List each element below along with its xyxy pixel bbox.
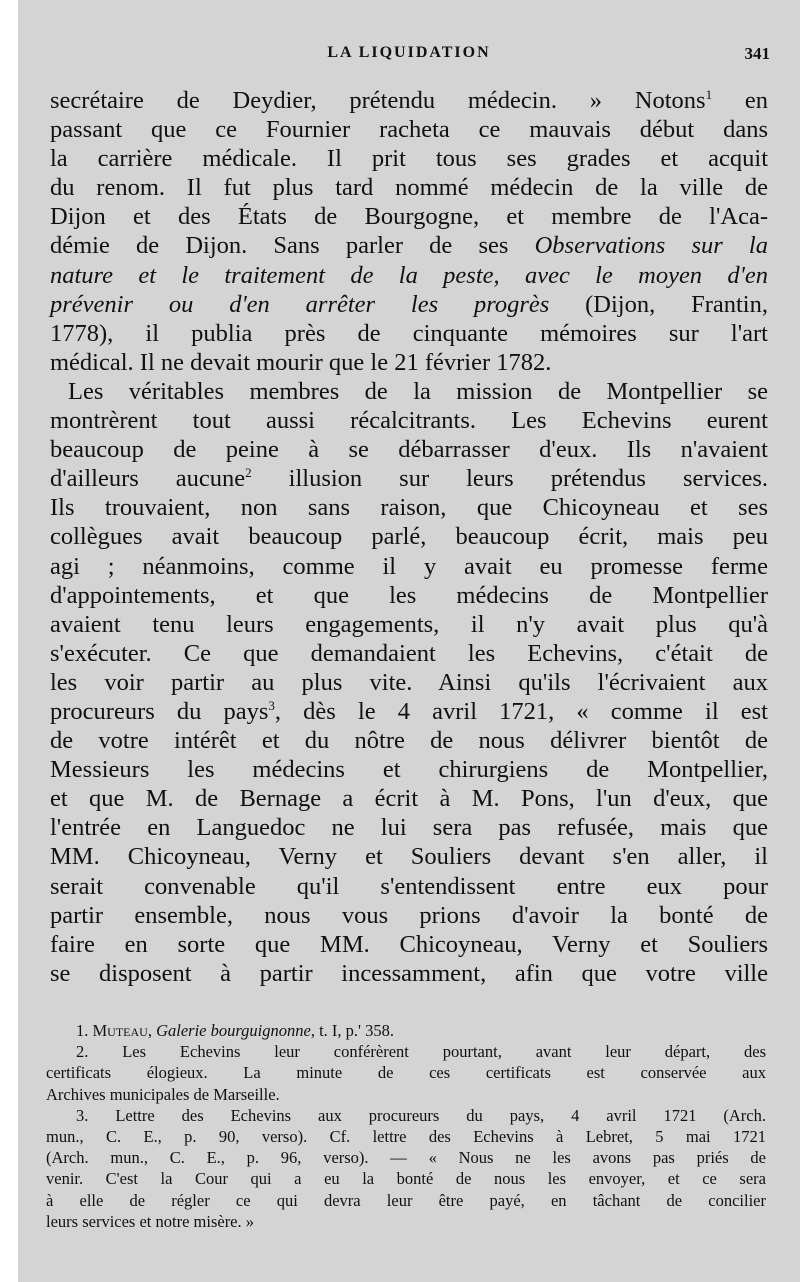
text-line: montrèrent tout aussi récalcitrants. Les Echevins eurent — [50, 407, 768, 435]
footnote-author: Muteau — [92, 1021, 148, 1040]
text-line: prévenir ou d'en arrêter les progrès (Dijon, Frantin, — [50, 290, 768, 318]
footnote-2-line: Archives municipales de Marseille. — [46, 1084, 280, 1104]
body-text — [50, 86, 768, 988]
footnote-ref: 2 — [245, 465, 252, 481]
text-line: faire en sorte que MM. Chicoyneau, Verny et Souliers — [50, 930, 768, 958]
text-line — [50, 261, 768, 290]
text-line: Dijon et des États de Bourgogne, et membre de l'Aca- — [50, 203, 768, 231]
footnote-3: 3. Lettre des Echevins aux procureurs du pays, 4 avril 1721 (Arch. — [76, 1105, 766, 1125]
text-line: Les véritables membres de la mission de Montpellier se — [68, 377, 768, 405]
text-line: s'exécuter. Ce que demandaient les Echevins, c'était de — [50, 639, 768, 667]
footnote-3-line: venir. C'est la Cour qui a eu la bonté de nous les envoyer, et ce sera — [46, 1169, 766, 1189]
book-title-italic: prévenir ou d'en arrêter les progrès — [50, 290, 550, 318]
text-line: 1778), il publia près de cinquante mémoires sur l'art — [50, 319, 768, 347]
text-line: partir ensemble, nous vous prions d'avoir la bonté de — [50, 901, 768, 929]
text-line: passant que ce Fournier racheta ce mauvais début dans — [50, 116, 768, 144]
text-line: Messieurs les médecins et chirurgiens de Montpellier, — [50, 756, 768, 784]
text-line: Ils trouvaient, non sans raison, que Chicoyneau et ses — [50, 494, 768, 522]
footnotes — [46, 1020, 766, 1232]
text-line: les voir partir au plus vite. Ainsi qu'ils l'écrivaient aux — [50, 668, 768, 696]
footnote-3-line: mun., C. E., p. 90, verso). Cf. lettre des Echevins à Lebret, 5 mai 1721 — [46, 1126, 766, 1146]
page-edge — [0, 0, 18, 1282]
text-line: démie de Dijon. Sans parler de ses Observations sur la — [50, 232, 768, 260]
page-number: 341 — [744, 44, 770, 63]
text-line: MM. Chicoyneau, Verny et Souliers devant s'en aller, il — [50, 843, 768, 871]
text-line: procureurs du pays$^3$, dès le 4 avril 1721, « comme il est — [50, 697, 768, 725]
text-line: de votre intérêt et du nôtre de nous délivrer bientôt de — [50, 727, 768, 755]
text-line: d'appointements, et que les médecins de Montpellier — [50, 581, 768, 609]
book-page — [18, 0, 800, 1282]
text-line: agi ; néanmoins, comme il y avait eu promesse ferme — [50, 552, 768, 580]
text-line: l'entrée en Languedoc ne lui sera pas refusée, mais que — [50, 814, 768, 842]
text-line: avaient tenu leurs engagements, il n'y avait plus qu'à — [50, 610, 768, 638]
footnote-work-title: Galerie bourguignonne — [156, 1021, 311, 1040]
book-title-italic: nature et le traitement de la peste, avec le moyen d'en — [50, 261, 768, 289]
footnote-3-line: à elle de régler ce qui devra leur être payé, en tâchant de concilier — [46, 1190, 766, 1210]
footnote-3-line: leurs services et notre misère. » — [46, 1211, 255, 1231]
text-line: et que M. de Bernage a écrit à M. Pons, l'un d'eux, que — [50, 785, 768, 813]
text-line: la carrière médicale. Il prit tous ses grades et acquit — [50, 145, 768, 173]
text-line: médical. Il ne devait mourir que le 21 février 1782. — [50, 348, 552, 376]
running-title: LA LIQUIDATION — [327, 44, 491, 61]
text-line: se disposent à partir incessamment, afin que votre ville — [50, 959, 768, 987]
running-header — [18, 44, 800, 68]
text-line: secrétaire de Deydier, prétendu médecin. » Notons$^1$ en — [50, 87, 769, 114]
text-line: serait convenable qu'il s'entendissent entre eux pour — [50, 872, 768, 900]
text-line: collègues avait beaucoup parlé, beaucoup écrit, mais peu — [50, 523, 768, 551]
book-title-italic: Observations sur la — [534, 232, 768, 260]
text-line: d'ailleurs aucune$^2$ illusion sur leurs prétendus services. — [50, 465, 768, 493]
footnote-ref: 3 — [268, 697, 275, 713]
footnote-ref: 1 — [705, 87, 713, 102]
footnote-3-line: (Arch. mun., C. E., p. 96, verso). — « Nous ne les avons pas priés de — [46, 1148, 766, 1168]
footnote-2-line: certificats élogieux. La minute de ces certificats est conservée aux — [46, 1063, 766, 1083]
text-line: du renom. Il fut plus tard nommé médecin de la ville de — [50, 174, 768, 202]
footnote-1: 1. Muteau, Galerie bourguignonne, t. I, p.' 358. — [76, 1021, 395, 1040]
text-line: beaucoup de peine à se débarrasser d'eux. Ils n'avaient — [50, 436, 768, 464]
footnote-2: 2. Les Echevins leur conférèrent pourtant, avant leur départ, des — [76, 1042, 766, 1062]
